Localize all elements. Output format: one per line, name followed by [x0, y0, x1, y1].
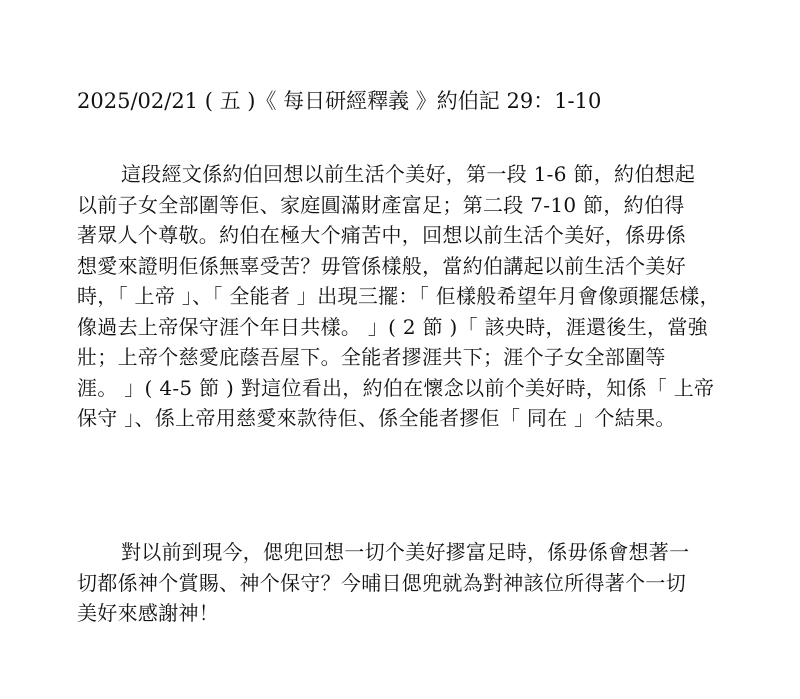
paragraph-1: [77, 159, 727, 434]
paragraph-line: 這段經文係約伯回想以前生活个美好，第一段 1-6 節，約伯想起: [121, 162, 696, 186]
paragraph-line: 壯；上帝个慈愛庇蔭吾屋下。全能者摎涯共下；涯个子女全部圍等: [77, 345, 666, 369]
paragraph-line: 涯。 」( 4-5 節 ) 對這位看出，約伯在懷念以前个美好時，知係「 上帝: [77, 375, 715, 400]
paragraph-line: 像過去上帝保守涯个年日共樣。 」( 2 節 )「 該央時，涯還後生，當強: [77, 314, 708, 339]
paragraph-2: [77, 537, 727, 629]
paragraph-line: 對以前到現今，偲兜回想一切个美好摎富足時，係毋係會想著一: [121, 540, 690, 564]
document-title: 2025/02/21 ( 五 )《 每日研經釋義 》約伯記 29：1-10: [77, 89, 602, 113]
paragraph-line: 時，「 上帝 」、「 全能者 」出現三擺：「 佢樣般希望年月會像頭擺恁樣，: [77, 284, 720, 308]
paragraph-line: 想愛來證明佢係無辜受苦？毋管係樣般，當約伯講起以前生活个美好: [77, 253, 686, 278]
paragraph-line: 保守 」、係上帝用慈愛來款待佢、係全能者摎佢「 同在 」个結果。: [77, 406, 676, 430]
paragraph-line: 美好來感謝神！: [77, 601, 220, 625]
paragraph-line: 切都係神个賞賜、神个保守？今晡日偲兜就為對神該位所得著个一切: [77, 570, 686, 595]
paragraph-line: 以前子女全部圍等佢、家庭圓滿財產富足；第二段 7-10 節，約伯得: [77, 192, 685, 217]
paragraph-line: 著眾人个尊敬。約伯在極大个痛苦中，回想以前生活个美好，係毋係: [77, 223, 686, 247]
